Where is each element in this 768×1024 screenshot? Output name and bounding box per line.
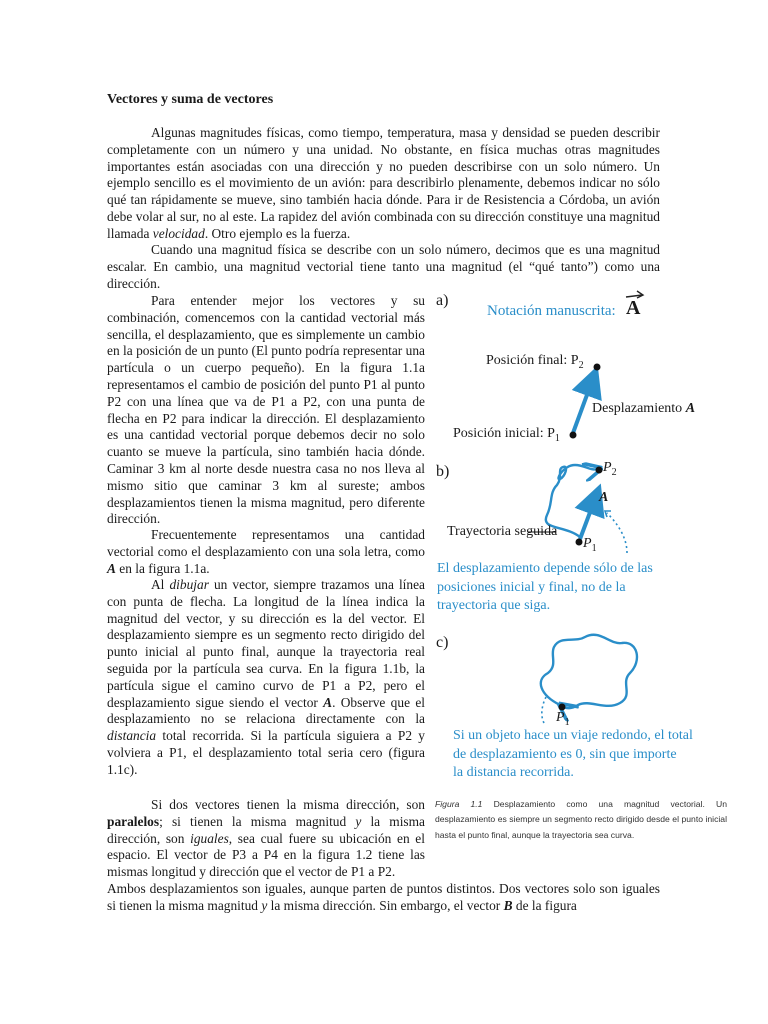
final-position-label: Posición final: $P_2$ bbox=[486, 353, 584, 371]
panel-a-label: a) bbox=[436, 292, 449, 309]
handwritten-notation-label: Notación manuscrita: bbox=[487, 303, 616, 319]
vector-a-symbol: A bbox=[323, 694, 333, 710]
panel-c-note: Si un objeto hace un viaje redondo, el total de desplazamiento es 0, sin que importe la distancia recorrida. bbox=[453, 728, 693, 780]
paragraph-3: Para entender mejor los vectores y su combinación, comencemos con la cantidad vectorial más sencilla, el desplazamiento, que es simplemente un cambio en la posición de un punto (El punto podría representar una partícula o un cuerpo pequeño). En la figura 1.1a representamos el cambio de posición del punto P1 al punto P2 con una línea que va de P1 a P2, con una punta de flecha en P2 para indicar la dirección. El desplazamiento es una cantidad vectorial porque debemos decir no solo cuanto se mueve la partícula, sino también hacia dónde. Caminar 3 km al norte desde nuestra casa no nos lleva al mismo sitio que caminar 3 km al sureste; ambos desplazamientos tienen la misma magnitud, pero diferente dirección. bbox=[107, 293, 425, 527]
panel-b-note: El desplazamiento depende sólo de las posiciones inicial y final, no de la trayectoria que siga. bbox=[437, 561, 653, 613]
trajectory-pointer bbox=[528, 528, 558, 536]
vector-a-symbol: A bbox=[107, 560, 116, 576]
paragraph-1: Algunas magnitudes físicas, como tiempo, temperatura, masa y densidad se pueden describir completamente con un número y una unidad. No obstante, en física muchas otras magnitudes importantes están asociadas con una dirección y no pueden describirse con un solo número. Un ejemplo sencillo es el movimiento de un avión: para describirlo plenamente, debemos indicar no sólo qué tan rápidamente se mueve, sino también hacia dónde. Para ir de Resistencia a Córdoba, un avión debe volar al sur, no al este. La rapidez del avión combinada con su dirección constituye una magnitud llamada velocidad. Otro ejemplo es la fuerza. bbox=[107, 125, 660, 241]
panel-c-label: c) bbox=[436, 634, 449, 651]
paragraph-2: Cuando una magnitud física se describe con un solo número, decimos que es una magnitud escalar. En cambio, una magnitud vectorial tiene tanto una magnitud (el “qué tanto”) como una dirección. bbox=[107, 242, 660, 291]
figure-caption: Figura 1.1 Desplazamiento como una magnitud vectorial. Un desplazamiento es siempre un segmento recto dirigido desde el punto inicial hasta el punto final, aunque la trayectoria sea curva. bbox=[435, 799, 727, 840]
vector-b-symbol: B bbox=[503, 897, 513, 913]
point-p2 bbox=[594, 364, 601, 371]
section-title: Vectores y suma de vectores bbox=[107, 92, 274, 107]
p2-label-b: $P_2$ bbox=[603, 460, 617, 478]
p1-label-c: $P_1$ bbox=[556, 710, 570, 728]
p1-label-b: $P_1$ bbox=[583, 536, 597, 554]
diagram-a bbox=[560, 355, 620, 445]
point-p2 bbox=[596, 467, 603, 474]
paragraph-4: Frecuentemente representamos una cantidad vectorial como el desplazamiento con una sola letra, como A en la figura 1.1a. bbox=[107, 527, 425, 576]
trajectory-label: Trayectoria seguida bbox=[447, 524, 558, 539]
displacement-label: Desplazamiento A bbox=[592, 401, 696, 416]
paragraph-7: Ambos desplazamientos son iguales, aunque parten de puntos distintos. Dos vectores solo son iguales si tienen la misma magnitud y la misma dirección. Sin embargo, el vector B de la figura bbox=[107, 881, 660, 913]
panel-b-label: b) bbox=[436, 463, 450, 480]
diagram-c bbox=[530, 625, 650, 725]
point-p1 bbox=[570, 432, 577, 439]
paragraph-6: Si dos vectores tienen la misma dirección, son paralelos; si tienen la misma magnitud y la misma dirección, son iguales, sea cual fuere su ubicación en el espacio. El vector de P3 a P4 en la figura 1.2 tiene las mismas longitud y dirección que el vector de P1 a P2. bbox=[107, 797, 425, 880]
initial-position-label: Posición inicial: $P_1$ bbox=[453, 426, 560, 444]
vector-a-label-b: A bbox=[599, 490, 609, 505]
handwritten-vector-symbol: A bbox=[626, 297, 641, 319]
paragraph-5: Al dibujar un vector, siempre trazamos una línea con punta de flecha. La longitud de la línea indica la magnitud del vector, y su dirección es la del vector. El desplazamiento siempre es un segmento recto dirigido del punto inicial al punto final, aunque la trayectoria real seguida por la partícula sea curva. En la figura 1.1b, la partícula sigue el camino curvo de P1 a P2, pero el desplazamiento sigue siendo el vector A. Observe que el desplazamiento no se relaciona directamente con la distancia total recorrida. Si la partícula siguiera a P2 y volviera a P1, el desplazamiento total seria cero (figura 1.1c). bbox=[107, 577, 425, 777]
point-p1 bbox=[576, 539, 583, 546]
handwritten-arrow-icon bbox=[624, 289, 646, 301]
